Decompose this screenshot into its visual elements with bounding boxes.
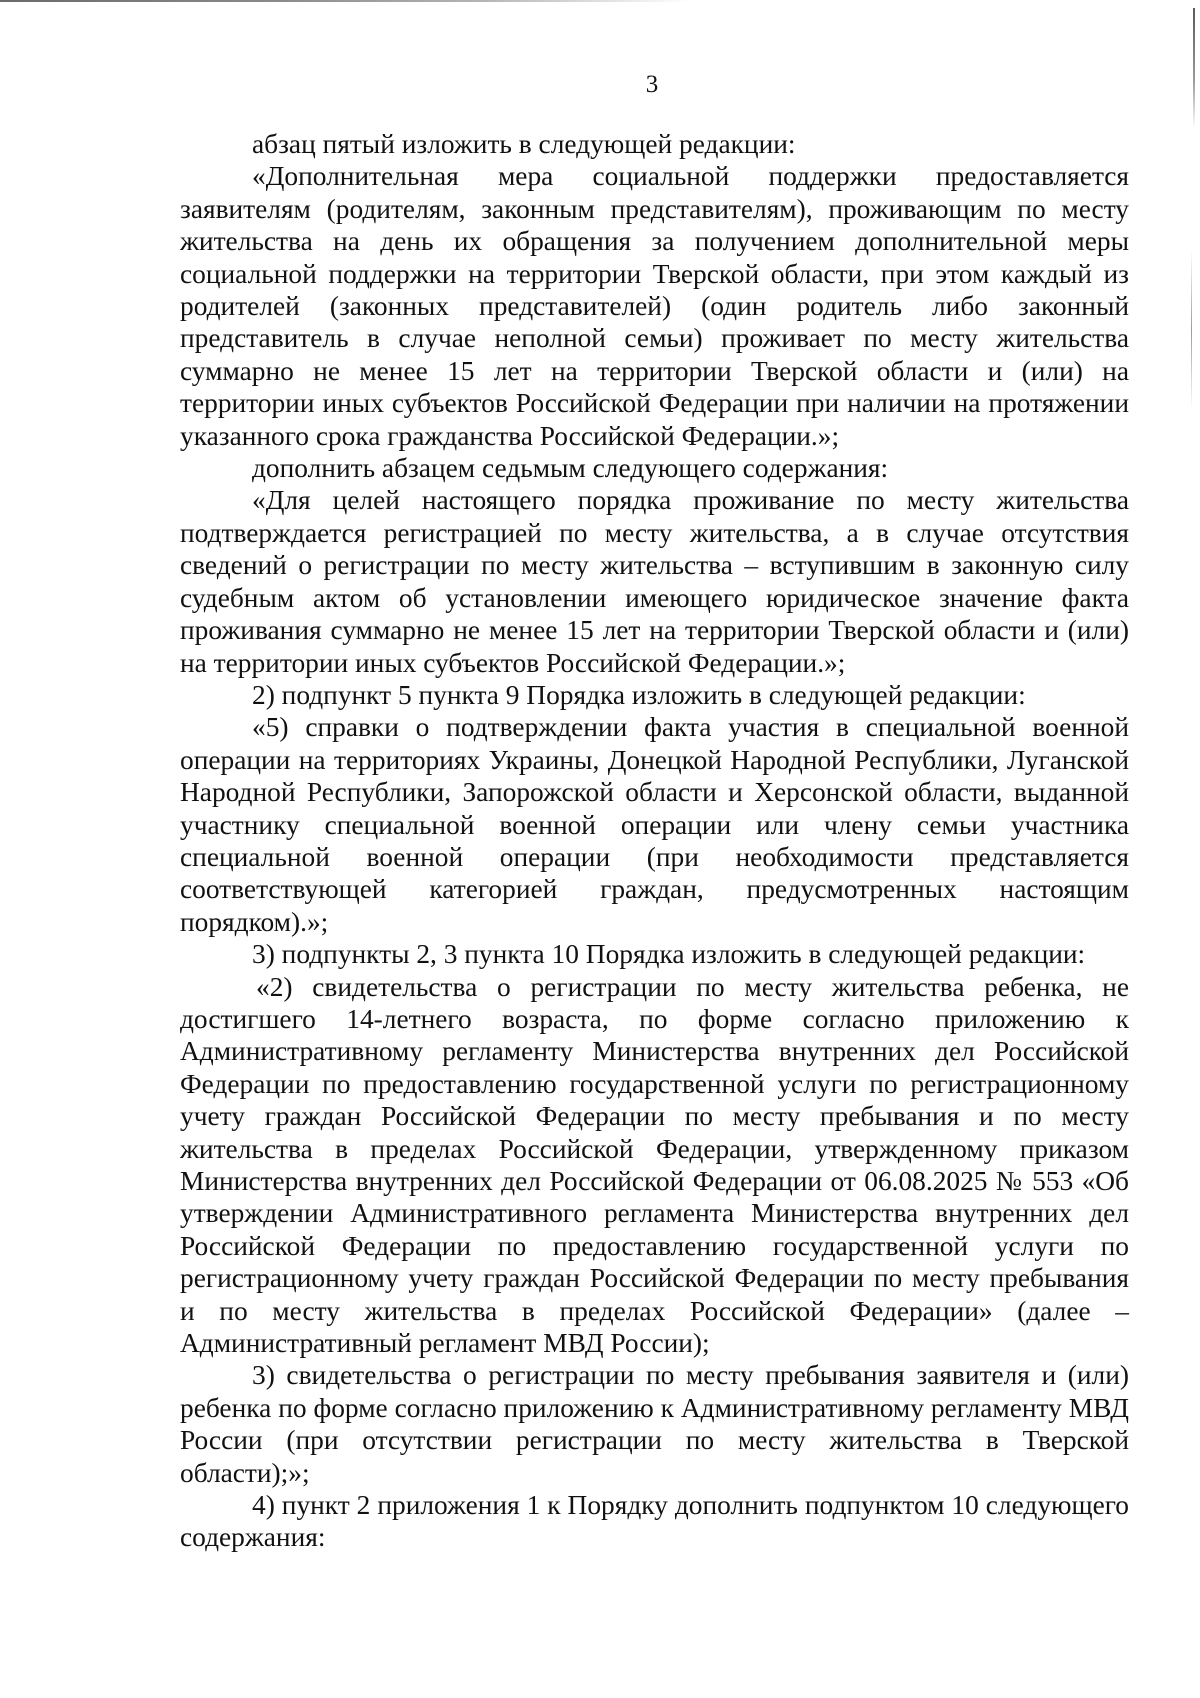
scan-edge-right-lower	[1191, 250, 1192, 410]
paragraph-svidetelstva-prebyvaniya: 3) свидетельства о регистрации по месту пребывания заявителя и (или) ребенка по форме согласно приложению к Административному регламенту МВД России (при отсутствии регистрации по месту жительства в Тверской области);»;	[180, 1360, 1129, 1488]
paragraph-dlya-celei: «Для целей настоящего порядка проживание по месту жительства подтверждается регистрацией по месту жительства, а в случае отсутствия сведений о регистрации по месту жительства – вступившим в законную силу судебным актом об установлении имеющего юридическое значение факта проживания суммарно не менее 15 лет на территории Тверской области и (или) на территории иных субъектов Российской Федерации.»;	[180, 485, 1129, 678]
paragraph-spravki: «5) справки о подтверждении факта участия в специальной военной операции на территориях Украины, Донецкой Народной Республики, Луганской Народной Республики, Запорожской области и Херсонской области, выданной участнику специальной военной операции или члену семьи участника специальной военной операции (при необходимости представляется соответствующей категорией граждан, предусмотренных настоящим порядком).»;	[180, 712, 1129, 937]
paragraph-dopolnitelnaya-mera: «Дополнительная мера социальной поддержки предоставляется заявителям (родителям, законным представителям), проживающим по месту жительства на день их обращения за получением дополнительной меры социальной поддержки на территории Тверской области, при этом каждый из родителей (законных представителей) (один родитель либо законный представитель в случае неполной семьи) проживает по месту жительства суммарно не менее 15 лет на территории Тверской области и (или) на территории иных субъектов Российской Федерации при наличии на протяжении указанного срока гражданства Российской Федерации.»;	[180, 161, 1129, 451]
page-number: 3	[645, 71, 659, 98]
scan-edge-right	[1193, 8, 1195, 128]
scan-edge-top	[0, 0, 690, 2]
paragraph-podpunkt-5: 2) подпункт 5 пункта 9 Порядка изложить в следующей редакции:	[252, 679, 1026, 710]
paragraph-podpunkty-2-3: 3) подпункты 2, 3 пункта 10 Порядка изложить в следующей редакции:	[252, 939, 1086, 970]
paragraph-abzac-pyatyi: абзац пятый изложить в следующей редакции:	[252, 129, 796, 159]
paragraph-svidetelstva-rebenka: «2) свидетельства о регистрации по месту жительства ребенка, не достигшего 14-летнего возраста, по форме согласно приложению к Административному регламенту Министерства внутренних дел Российской Федерации по предоставлению государственной услуги по регистрационному учету граждан Российской Федерации по месту пребывания и по месту жительства в пределах Российской Федерации, утвержденному приказом Министерства внутренних дел Российской Федерации от 06.08.2025 № 553 «Об утверждении Административного регламента Министерства внутренних дел Российской Федерации по предоставлению государственной услуги по регистрационному учету граждан Российской Федерации по месту пребывания и по месту жительства в пределах Российской Федерации» (далее – Административный регламент МВД России);	[180, 971, 1129, 1359]
document-body	[180, 128, 1129, 1554]
paragraph-dopolnit-abzacem: дополнить абзацем седьмым следующего содержания:	[252, 453, 889, 484]
paragraph-punkt-2-prilozheniya: 4) пункт 2 приложения 1 к Порядку дополнить подпунктом 10 следующего содержания:	[180, 1490, 1129, 1553]
